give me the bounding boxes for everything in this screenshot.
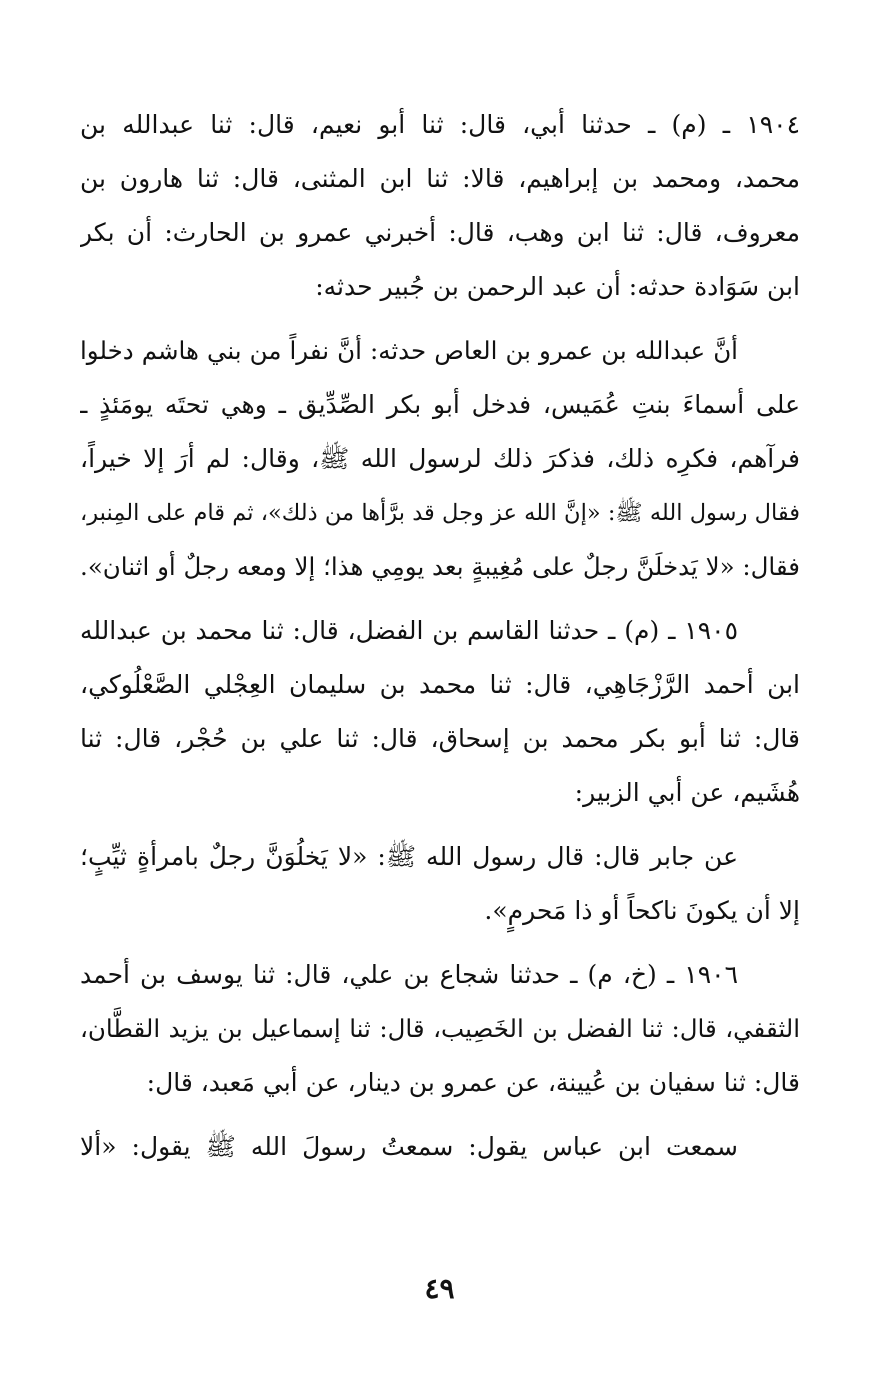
hadith-1904-isnad [80, 98, 800, 314]
text-line: سمعت ابن عباس يقول: سمعتُ رسولَ الله ﷺ يقول: «ألا [80, 1132, 738, 1161]
text-line: قال: ثنا سفيان بن عُيينة، عن عمرو بن دينار، عن أبي مَعبد، قال: [146, 1068, 800, 1097]
text-line: الثقفي، قال: ثنا الفضل بن الخَصِيب، قال: ثنا إسماعيل بن يزيد القطَّان، [80, 1014, 800, 1043]
text-line: هُشَيم، عن أبي الزبير: [574, 778, 800, 807]
hadith-1905-isnad [80, 604, 800, 820]
text-line: ١٩٠٥ ـ (م) ـ حدثنا القاسم بن الفضل، قال: ثنا محمد بن عبدالله [80, 616, 738, 645]
text-line: فقال: «لا يَدخلَنَّ رجلٌ على مُغِيبةٍ بعد يومِي هذا؛ إلا ومعه رجلٌ أو اثنان». [80, 552, 800, 581]
text-line: ابن سَوَادة حدثه: أن عبد الرحمن بن جُبير حدثه: [315, 272, 800, 301]
text-line: أنَّ عبدالله بن عمرو بن العاص حدثه: أنَّ نفراً من بني هاشم دخلوا [80, 336, 738, 365]
text-line: معروف، قال: ثنا ابن وهب، قال: أخبرني عمرو بن الحارث: أن بكر [80, 218, 800, 247]
hadith-1906-isnad [80, 948, 800, 1110]
text-line: على أسماءَ بنتِ عُمَيس، فدخل أبو بكر الصِّدِّيق ـ وهي تحتَه يومَئذٍ ـ [80, 390, 800, 419]
hadith-1904-matn [80, 324, 800, 594]
page-text-body [80, 98, 800, 1184]
text-line: ١٩٠٦ ـ (خ، م) ـ حدثنا شجاع بن علي، قال: ثنا يوسف بن أحمد [80, 960, 738, 989]
text-line: قال: ثنا أبو بكر محمد بن إسحاق، قال: ثنا علي بن حُجْر، قال: ثنا [80, 724, 800, 753]
text-line: فرآهم، فكرِه ذلك، فذكرَ ذلك لرسول الله ﷺ، وقال: لم أرَ إلا خيراً، [80, 444, 800, 473]
text-line: ١٩٠٤ ـ (م) ـ حدثنا أبي، قال: ثنا أبو نعيم، قال: ثنا عبدالله بن [80, 110, 800, 139]
page-number: ٤٩ [424, 1272, 455, 1305]
hadith-1905-matn [80, 830, 800, 938]
text-line: ابن أحمد الرَّزْجَاهِي، قال: ثنا محمد بن سليمان العِجْلي الصَّعْلُوكي، [80, 670, 800, 699]
text-line: عن جابر قال: قال رسول الله ﷺ: «لا يَخلُوَنَّ رجلٌ بامرأةٍ ثيِّبٍ؛ [80, 842, 738, 871]
text-line: محمد، ومحمد بن إبراهيم، قالا: ثنا ابن المثنى، قال: ثنا هارون بن [80, 164, 800, 193]
text-line: فقال رسول الله ﷺ: «إنَّ الله عز وجل قد برَّأها من ذلك»، ثم قام على المِنبر، [80, 500, 800, 526]
hadith-1906-matn [80, 1120, 800, 1174]
text-line: إلا أن يكونَ ناكحاً أو ذا مَحرمٍ». [484, 896, 800, 925]
